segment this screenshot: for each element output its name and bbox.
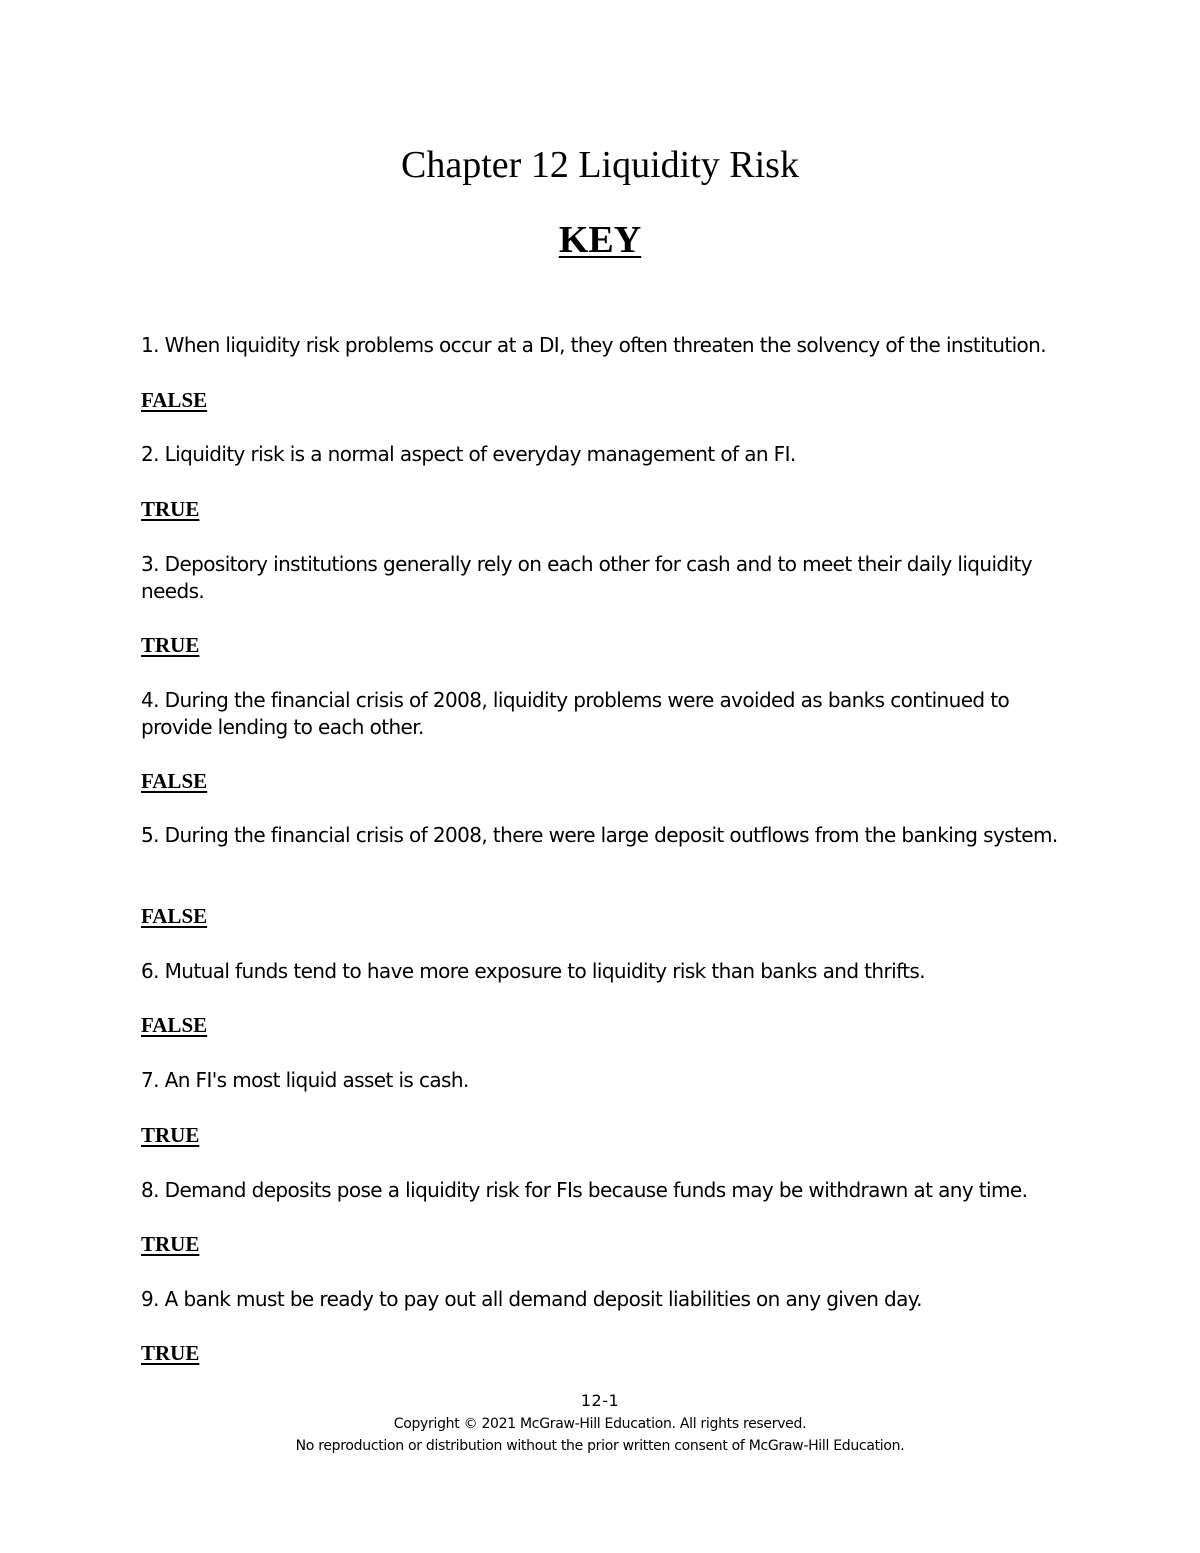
question-8: 8. Demand deposits pose a liquidity risk for FIs because funds may be withdrawn at any time. <box>141 1178 1028 1202</box>
question-3: 3. Depository institutions generally rely on each other for cash and to meet their daily liquidity needs. <box>141 552 1032 603</box>
answer-9: TRUE <box>141 1341 200 1365</box>
answer-3: TRUE <box>141 633 200 657</box>
page-number: 12-1 <box>580 1391 620 1410</box>
copyright-line: Copyright © 2021 McGraw-Hill Education. All rights reserved. <box>393 1416 807 1432</box>
question-6: 6. Mutual funds tend to have more exposure to liquidity risk than banks and thrifts. <box>141 959 925 983</box>
answer-key-heading: KEY <box>558 219 642 261</box>
question-2: 2. Liquidity risk is a normal aspect of everyday management of an FI. <box>141 442 796 466</box>
answer-5: FALSE <box>141 904 208 928</box>
answer-4: FALSE <box>141 769 208 793</box>
reproduction-notice: No reproduction or distribution without the prior written consent of McGraw-Hill Education. <box>295 1438 905 1454</box>
answer-8: TRUE <box>141 1232 200 1256</box>
question-5: 5. During the financial crisis of 2008, there were large deposit outflows from the banking system. <box>141 823 1058 847</box>
question-4: 4. During the financial crisis of 2008, liquidity problems were avoided as banks continued to provide lending to each other. <box>141 688 1010 739</box>
answer-2: TRUE <box>141 497 200 521</box>
answer-1: FALSE <box>141 388 208 412</box>
question-7: 7. An FI's most liquid asset is cash. <box>141 1068 469 1092</box>
answer-7: TRUE <box>141 1123 200 1147</box>
answer-6: FALSE <box>141 1013 208 1037</box>
page-title: Chapter 12 Liquidity Risk <box>401 144 799 186</box>
question-1: 1. When liquidity risk problems occur at a DI, they often threaten the solvency of the institution. <box>141 333 1047 357</box>
question-9: 9. A bank must be ready to pay out all demand deposit liabilities on any given day. <box>141 1287 922 1311</box>
